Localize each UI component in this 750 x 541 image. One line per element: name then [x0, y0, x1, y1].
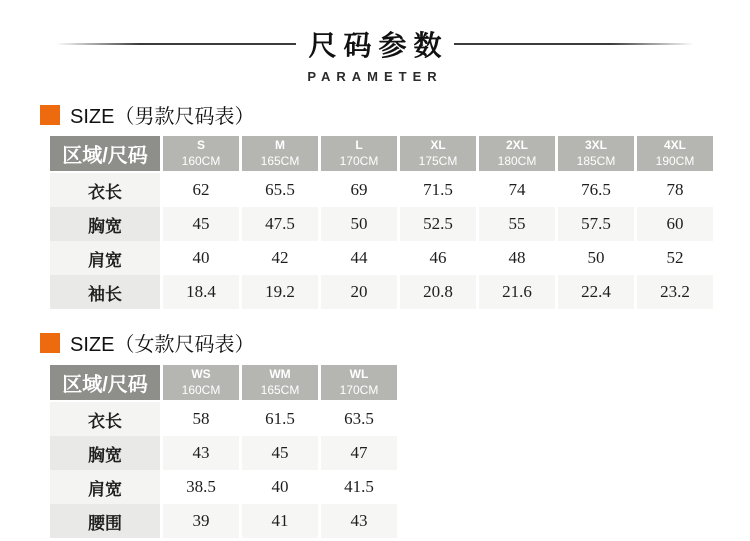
cell-value: 18.4: [163, 275, 239, 309]
row-label: 肩宽: [50, 241, 160, 275]
cell-value: 76.5: [558, 173, 634, 207]
section-heading-women-label: SIZE（女款尺码表）: [70, 334, 255, 356]
women-size-table: [47, 365, 400, 538]
orange-square-icon: [40, 333, 60, 353]
height-label: 175CM: [418, 153, 458, 168]
cell-value: 43: [163, 436, 239, 470]
size-column-header: [479, 136, 555, 173]
row-label: 胸宽: [50, 436, 160, 470]
row-label: 胸宽: [50, 207, 160, 241]
cell-value: 78: [637, 173, 713, 207]
size-column-header: [637, 136, 713, 173]
cell-value: 43: [321, 504, 397, 538]
size-column-header: [163, 365, 239, 402]
table-body: [50, 402, 397, 538]
table-corner-label: 区域/尺码: [50, 365, 160, 402]
size-code-label: 2XL: [505, 137, 528, 152]
size-column-header: [163, 136, 239, 173]
header-row: [50, 365, 397, 402]
cell-value: 52: [637, 241, 713, 275]
height-label: 180CM: [497, 153, 537, 168]
height-label: 165CM: [260, 382, 300, 397]
row-label: 衣长: [50, 173, 160, 207]
orange-square-icon: [40, 105, 60, 125]
cell-value: 45: [242, 436, 318, 470]
size-code-label: 3XL: [584, 137, 607, 152]
height-label: 160CM: [181, 382, 221, 397]
table-header: [50, 136, 713, 173]
cell-value: 23.2: [637, 275, 713, 309]
cell-value: 47: [321, 436, 397, 470]
cell-value: 39: [163, 504, 239, 538]
cell-value: 20: [321, 275, 397, 309]
table-row: [50, 436, 397, 470]
size-code-label: S: [196, 137, 205, 152]
cell-value: 47.5: [242, 207, 318, 241]
page-title: 尺码参数: [308, 30, 449, 61]
men-size-table: [47, 136, 716, 309]
height-label: 185CM: [576, 153, 616, 168]
cell-value: 19.2: [242, 275, 318, 309]
cell-value: 50: [558, 241, 634, 275]
cell-value: 46: [400, 241, 476, 275]
cell-value: 57.5: [558, 207, 634, 241]
title-right-rule: [454, 43, 694, 45]
section-heading-men-label: SIZE（男款尺码表）: [70, 106, 255, 128]
cell-value: 52.5: [400, 207, 476, 241]
row-label: 腰围: [50, 504, 160, 538]
cell-value: 69: [321, 173, 397, 207]
table-header: [50, 365, 397, 402]
table-row: [50, 504, 397, 538]
table-row: [50, 402, 397, 436]
size-code-label: WM: [269, 366, 291, 381]
row-label: 袖长: [50, 275, 160, 309]
table-row: [50, 241, 713, 275]
section-heading-women: [0, 328, 750, 357]
table-row: [50, 207, 713, 241]
size-column-header: [558, 136, 634, 173]
cell-value: 21.6: [479, 275, 555, 309]
cell-value: 41: [242, 504, 318, 538]
cell-value: 61.5: [242, 402, 318, 436]
size-code-label: XL: [430, 137, 446, 152]
cell-value: 41.5: [321, 470, 397, 504]
section-heading-men: [0, 100, 750, 129]
title-banner: [0, 24, 750, 64]
size-code-label: L: [355, 137, 363, 152]
cell-value: 44: [321, 241, 397, 275]
table-corner-label: 区域/尺码: [50, 136, 160, 173]
cell-value: 62: [163, 173, 239, 207]
cell-value: 65.5: [242, 173, 318, 207]
table-body: [50, 173, 713, 309]
height-label: 165CM: [260, 153, 300, 168]
size-column-header: [321, 365, 397, 402]
cell-value: 20.8: [400, 275, 476, 309]
size-column-header: [242, 136, 318, 173]
cell-value: 50: [321, 207, 397, 241]
size-code-label: M: [275, 137, 285, 152]
size-code-label: WL: [349, 366, 369, 381]
title-left-rule: [56, 43, 296, 45]
cell-value: 42: [242, 241, 318, 275]
table-row: [50, 470, 397, 504]
cell-value: 55: [479, 207, 555, 241]
cell-value: 22.4: [558, 275, 634, 309]
cell-value: 40: [242, 470, 318, 504]
size-code-label: WS: [191, 366, 211, 381]
cell-value: 48: [479, 241, 555, 275]
height-label: 170CM: [339, 382, 379, 397]
cell-value: 60: [637, 207, 713, 241]
cell-value: 38.5: [163, 470, 239, 504]
page-subtitle: PARAMETER: [307, 69, 443, 84]
row-label: 肩宽: [50, 470, 160, 504]
size-column-header: [242, 365, 318, 402]
cell-value: 74: [479, 173, 555, 207]
cell-value: 40: [163, 241, 239, 275]
table-row: [50, 275, 713, 309]
height-label: 190CM: [655, 153, 695, 168]
height-label: 170CM: [339, 153, 379, 168]
size-column-header: [321, 136, 397, 173]
cell-value: 71.5: [400, 173, 476, 207]
row-label: 衣长: [50, 402, 160, 436]
cell-value: 63.5: [321, 402, 397, 436]
height-label: 160CM: [181, 153, 221, 168]
cell-value: 45: [163, 207, 239, 241]
header-row: [50, 136, 713, 173]
table-row: [50, 173, 713, 207]
size-code-label: 4XL: [663, 137, 686, 152]
size-column-header: [400, 136, 476, 173]
cell-value: 58: [163, 402, 239, 436]
